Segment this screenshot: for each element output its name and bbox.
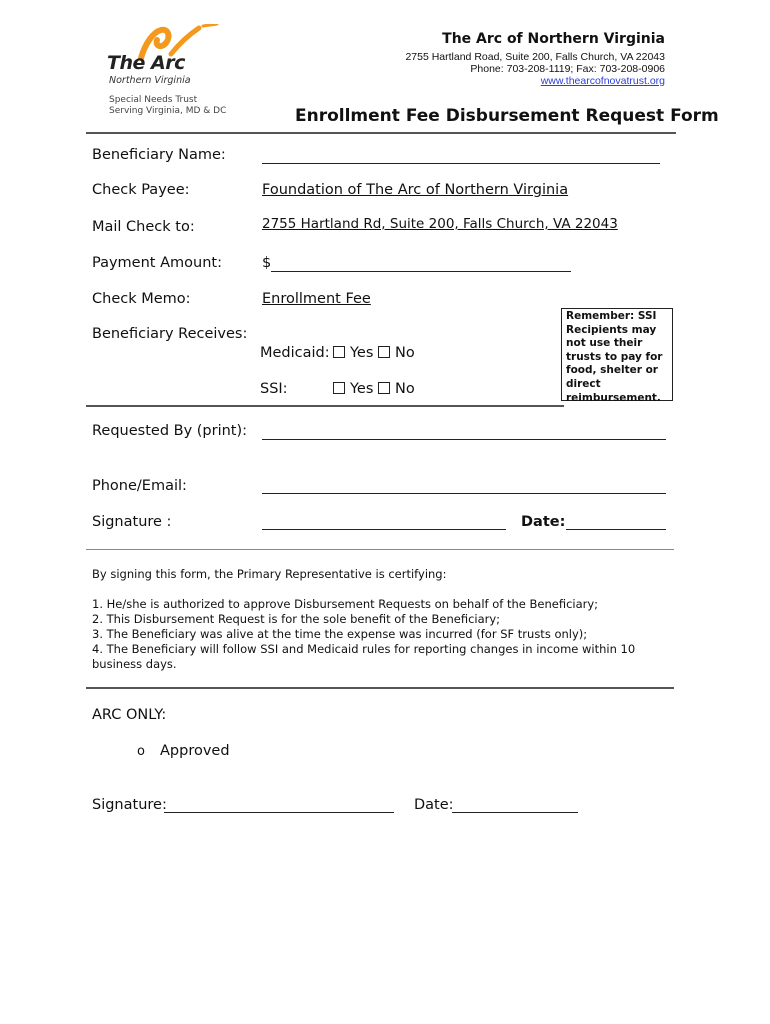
medicaid-no-option[interactable] xyxy=(378,345,415,361)
reminder-line: not use their xyxy=(566,337,643,350)
arc-only-heading: ARC ONLY: xyxy=(92,707,167,723)
ssi-label: SSI: xyxy=(260,381,288,397)
arc-signature-field[interactable] xyxy=(164,812,394,813)
certification-item-2: 2. This Disbursement Request is for the sole benefit of the Beneficiary; xyxy=(92,612,501,626)
date-label: Date: xyxy=(521,514,566,530)
certification-item-4: 4. The Beneficiary will follow SSI and Medicaid rules for reporting changes in income within 10 xyxy=(92,642,636,656)
header-contact: Phone: 703-208-1119; Fax: 703-208-0906 xyxy=(470,63,665,75)
date-field[interactable] xyxy=(566,529,666,530)
logo-tagline-2: Serving Virginia, MD & DC xyxy=(109,106,227,116)
check-payee-label: Check Payee: xyxy=(92,182,190,198)
medicaid-yes-option[interactable] xyxy=(333,345,373,361)
ssi-yes-checkbox[interactable] xyxy=(333,382,345,394)
reminder-line: Remember: SSI xyxy=(566,310,657,322)
logo-subtitle: Northern Virginia xyxy=(109,75,191,86)
reminder-line: reimbursement. xyxy=(566,391,661,404)
approved-bullet[interactable]: o xyxy=(137,744,145,759)
ssi-no-option[interactable] xyxy=(378,381,415,397)
medicaid-yes-label: Yes xyxy=(350,345,374,361)
certification-intro: By signing this form, the Primary Representative is certifying: xyxy=(92,567,447,581)
mail-check-value: 2755 Hartland Rd, Suite 200, Falls Church, VA 22043 xyxy=(262,216,618,232)
signature-field[interactable] xyxy=(262,529,506,530)
check-memo-label: Check Memo: xyxy=(92,291,191,307)
phone-email-label: Phone/Email: xyxy=(92,478,187,494)
medicaid-no-label: No xyxy=(395,345,415,361)
beneficiary-name-label: Beneficiary Name: xyxy=(92,147,226,163)
medicaid-yes-checkbox[interactable] xyxy=(333,346,345,358)
arc-date-label: Date: xyxy=(414,797,454,813)
title-divider xyxy=(86,132,676,134)
check-payee-value: Foundation of The Arc of Northern Virginia xyxy=(262,182,569,198)
header-address: 2755 Hartland Road, Suite 200, Falls Church, VA 22043 xyxy=(405,51,665,63)
ssi-yes-option[interactable] xyxy=(333,381,373,397)
section-divider xyxy=(86,405,564,407)
certification-item-4-cont: business days. xyxy=(92,657,177,671)
page-title: Enrollment Fee Disbursement Request Form xyxy=(295,106,719,126)
payment-amount-field[interactable] xyxy=(271,271,571,272)
certification-divider xyxy=(86,549,674,550)
requested-by-label: Requested By (print): xyxy=(92,423,248,439)
header-org-name: The Arc of Northern Virginia xyxy=(442,31,665,47)
requested-by-field[interactable] xyxy=(262,439,666,440)
medicaid-label: Medicaid: xyxy=(260,345,330,361)
logo-brand: The Arc xyxy=(107,52,185,74)
signature-label: Signature : xyxy=(92,514,172,530)
beneficiary-receives-label: Beneficiary Receives: xyxy=(92,326,248,342)
ssi-no-label: No xyxy=(395,381,415,397)
certification-item-1: 1. He/she is authorized to approve Disbursement Requests on behalf of the Beneficiary; xyxy=(92,597,599,611)
ssi-reminder-box xyxy=(561,308,673,404)
check-memo-value: Enrollment Fee xyxy=(262,291,371,307)
logo xyxy=(105,24,255,124)
certification-item-3: 3. The Beneficiary was alive at the time the expense was incurred (for SF trusts only); xyxy=(92,627,588,641)
payment-amount-label: Payment Amount: xyxy=(92,255,222,271)
mail-check-label: Mail Check to: xyxy=(92,219,195,235)
logo-tagline-1: Special Needs Trust xyxy=(109,95,198,105)
approved-label: Approved xyxy=(160,743,230,759)
ssi-yes-label: Yes xyxy=(350,381,374,397)
reminder-line: direct xyxy=(566,377,601,390)
reminder-line: trusts to pay for xyxy=(566,350,663,363)
beneficiary-name-field[interactable] xyxy=(262,163,660,164)
header-website-link[interactable]: www.thearcofnovatrust.org xyxy=(540,75,665,87)
arc-signature-label: Signature: xyxy=(92,797,167,813)
payment-amount-prefix: $ xyxy=(262,255,272,271)
phone-email-field[interactable] xyxy=(262,493,666,494)
ssi-no-checkbox[interactable] xyxy=(378,382,390,394)
reminder-line: Recipients may xyxy=(566,323,657,336)
arc-date-field[interactable] xyxy=(452,812,578,813)
arc-only-divider xyxy=(86,687,674,689)
medicaid-no-checkbox[interactable] xyxy=(378,346,390,358)
reminder-line: food, shelter or xyxy=(566,364,658,377)
